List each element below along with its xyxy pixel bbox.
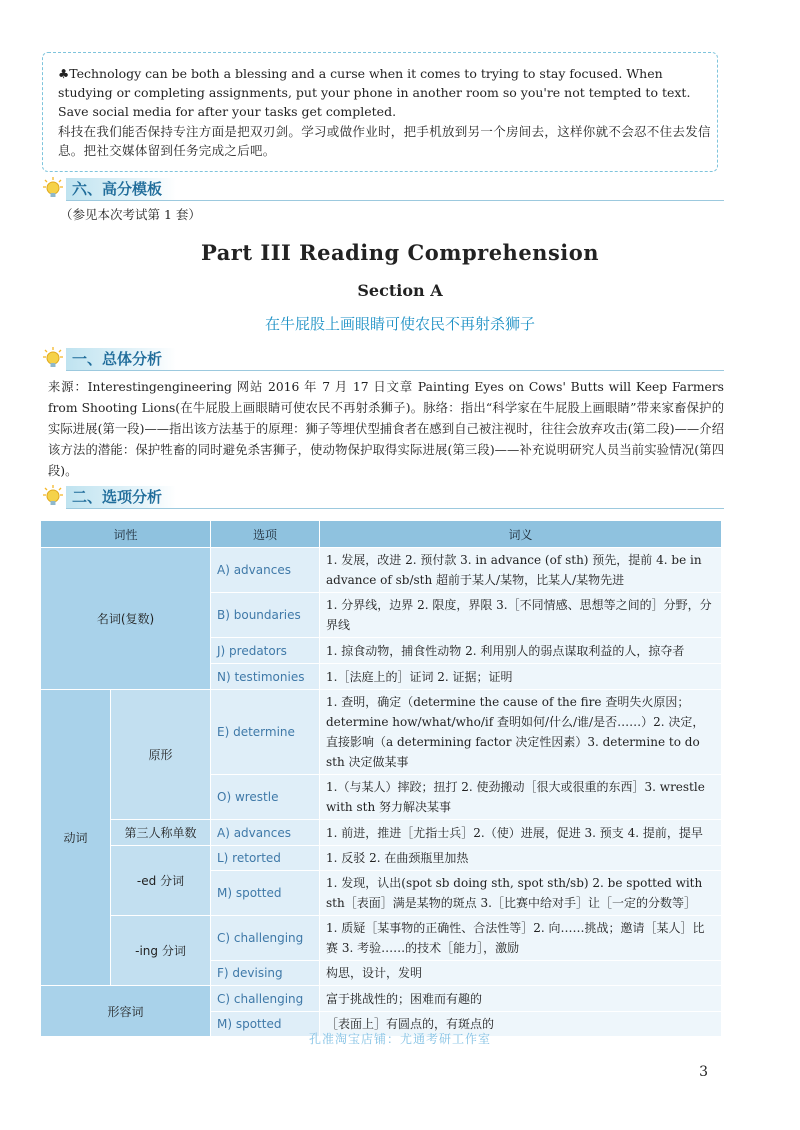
subcategory-base-form: 原形: [111, 690, 211, 820]
article-title-chinese: 在牛屁股上画眼睛可使农民不再射杀狮子: [264, 315, 535, 333]
meaning-cell: 1. 查明，确定（determine the cause of the fire 查明失火原因；determine how/what/who/if 查明如何/什么/谁/是否……）2. 决定，直接影响（a determining factor 决定性因素）3. determine to do sth 决定做某事: [320, 690, 722, 775]
divider: [66, 508, 724, 509]
vocabulary-table: [40, 520, 722, 1037]
meaning-cell: 构思，设计，发明: [320, 961, 722, 986]
overall-analysis-paragraph: 来源：Interestingengineering 网站 2016 年 7 月 17 日文章 Painting Eyes on Cows' Butts will Keep Farmers from Shooting Lions(在牛屁股上画眼睛可使农民不再射杀狮子)。脉络：指出“科学家在牛屁股上画眼睛”带来家畜保护的实际进展(第一段)——指出该方法基于的原理：狮子等埋伏型捕食者在感到自己被注视时，往往会放弃攻击(第二段)——介绍该方法的潜能：保护牲畜的同时避免杀害狮子，使动物保护取得实际进展(第三段)——补充说明研究人员当前实验情况(第四段)。: [48, 380, 724, 478]
category-verb: 动词: [41, 690, 111, 986]
meaning-cell: 1.［法庭上的］证词 2. 证据；证明: [320, 664, 722, 690]
subcategory-third-person: 第三人称单数: [111, 820, 211, 846]
header-meaning: 词义: [320, 521, 722, 548]
section-heading-template: [40, 176, 724, 202]
table-row: [41, 916, 722, 961]
meaning-cell: 1. 质疑［某事物的正确性、合法性等］2. 向……挑战；邀请［某人］比赛 3. 考验……的技术［能力］，激励: [320, 916, 722, 961]
option-cell: J) predators: [211, 638, 320, 664]
lightbulb-icon: [40, 176, 66, 202]
meaning-cell: 1. 前进，推进［尤指士兵］2.（使）进展，促进 3. 预支 4. 提前，提早: [320, 820, 722, 846]
option-cell: C) challenging: [211, 916, 320, 961]
watermark-text: 孔准淘宝店铺：尤通考研工作室: [308, 1032, 491, 1046]
section-title: 二、选项分析: [66, 486, 176, 508]
tip-english-text: ♣Technology can be both a blessing and a curse when it comes to trying to stay focused. When studying or completing assignments, put your phone in another room so you're not tempted to text. Save social media for after your tasks get completed.: [58, 66, 691, 119]
meaning-cell: 1. 掠食动物，捕食性动物 2. 利用别人的弱点谋取利益的人，掠夺者: [320, 638, 722, 664]
table-row: [41, 690, 722, 775]
option-cell: C) challenging: [211, 986, 320, 1012]
section-title-a: Section A: [357, 281, 443, 300]
section-heading-overall: [40, 346, 724, 372]
meaning-cell: 1.（与某人）摔跤；扭打 2. 使劲搬动［很大或很重的东西］3. wrestle with sth 努力解决某事: [320, 775, 722, 820]
page-number: 3: [699, 1064, 708, 1080]
header-option: 选项: [211, 521, 320, 548]
subcategory-ing-participle: -ing 分词: [111, 916, 211, 986]
meaning-cell: 富于挑战性的；困难而有趣的: [320, 986, 722, 1012]
section-title: 一、总体分析: [66, 348, 176, 370]
meaning-cell: 1. 反驳 2. 在曲颈瓶里加热: [320, 846, 722, 871]
header-part-of-speech: 词性: [41, 521, 211, 548]
option-cell: A) advances: [211, 548, 320, 593]
table-row: [41, 548, 722, 593]
subcategory-ed-participle: -ed 分词: [111, 846, 211, 916]
option-cell: B) boundaries: [211, 593, 320, 638]
meaning-cell: 1. 发展，改进 2. 预付款 3. in advance (of sth) 预先，提前 4. be in advance of sb/sth 超前于某人/某物，比某人/某物先进: [320, 548, 722, 593]
tip-chinese-text: 科技在我们能否保持专注方面是把双刃剑。学习或做作业时，把手机放到另一个房间去，这样你就不会忍不住去发信息。把社交媒体留到任务完成之后吧。: [58, 124, 711, 158]
option-cell: E) determine: [211, 690, 320, 775]
meaning-cell: 1. 分界线，边界 2. 限度，界限 3.［不同情感、思想等之间的］分野，分界线: [320, 593, 722, 638]
part-title: Part III Reading Comprehension: [200, 240, 600, 265]
table-row: [41, 846, 722, 871]
divider: [66, 370, 724, 371]
category-adjective: 形容词: [41, 986, 211, 1037]
section-heading-options: [40, 484, 724, 510]
category-noun: 名词(复数): [41, 548, 211, 690]
option-cell: A) advances: [211, 820, 320, 846]
divider: [66, 200, 724, 201]
option-cell: O) wrestle: [211, 775, 320, 820]
table-header-row: [41, 521, 722, 548]
lightbulb-icon: [40, 484, 66, 510]
lightbulb-icon: [40, 346, 66, 372]
reference-note: （参见本次考试第 1 套）: [60, 207, 201, 222]
table-row: [41, 820, 722, 846]
option-cell: F) devising: [211, 961, 320, 986]
option-cell: M) spotted: [211, 1012, 320, 1037]
meaning-cell: 1. 发现，认出(spot sb doing sth, spot sth/sb) 2. be spotted with sth［表面］满是某物的斑点 3.［比赛中给对手］让［一定的分数等］: [320, 871, 722, 916]
meaning-cell: ［表面上］有圆点的，有斑点的: [320, 1012, 722, 1037]
option-cell: L) retorted: [211, 846, 320, 871]
option-cell: N) testimonies: [211, 664, 320, 690]
section-title: 六、高分模板: [66, 178, 176, 200]
table-row: [41, 986, 722, 1012]
option-cell: M) spotted: [211, 871, 320, 916]
